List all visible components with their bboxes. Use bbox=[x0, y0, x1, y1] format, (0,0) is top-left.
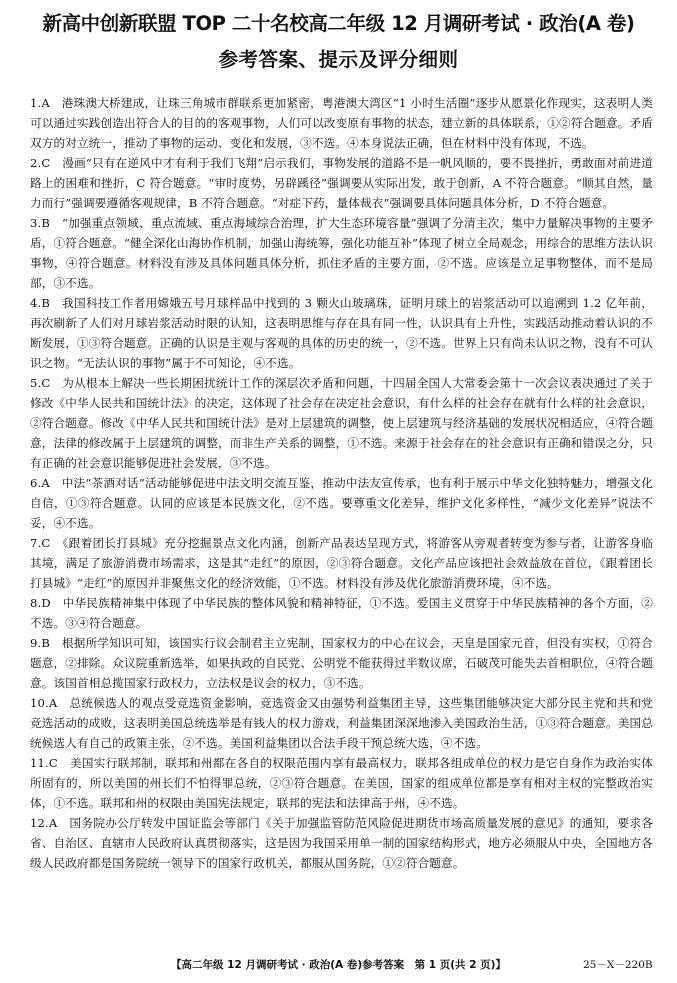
answer-item bbox=[30, 93, 653, 153]
answer-number: 2.C bbox=[30, 156, 51, 170]
answer-number: 4.B bbox=[30, 296, 51, 310]
answer-number: 5.C bbox=[30, 376, 51, 390]
answer-explanation: “加强重点领域、重点流域、重点海域综合治理，扩大生态环境容量”强调了分清主次，集中力量解决事物的主要矛盾，①符合题意。“健全深化山海协作机制，加强山海统筹，强化功能互补”体现了树立全局观念，用综合的思维方法认识事物，④符合题意。材料没有涉及具体问题具体分析，抓住矛盾的主要方面，②不选。应该是立足事物整体，而不是局部，③不选。 bbox=[30, 216, 653, 290]
answer-number: 9.B bbox=[30, 636, 51, 650]
answer-explanation: 美国实行联邦制，联邦和州都在各自的权限范围内享有最高权力，联邦各组成单位的权力是它自身作为政治实体所固有的，所以美国的州长们不怕得罪总统，②③符合题意。在美国，国家的组成单位都是享有相对主权的完整政治实体，①不选。联邦和州的权限由美国宪法规定，联邦的宪法和法律高于州，④不选。 bbox=[30, 756, 653, 810]
answer-number: 11.C bbox=[30, 756, 58, 770]
answer-explanation: 《跟着团长打县城》充分挖掘景点文化内涵，创新产品表达呈现方式，将游客从旁观者转变为参与者，让游客身临其境，满足了旅游消费市场需求，这是其“走红”的原因，②③符合题意。文化产品应该把社会效益放在首位，《跟着团长打县城》“走红”的原因并非聚焦文化的经济效能，①不选。材料没有涉及优化旅游消费环境，④不选。 bbox=[30, 536, 653, 590]
answer-item bbox=[30, 213, 653, 293]
document-title: 新高中创新联盟 TOP 二十名校高二年级 12 月调研考试 · 政治(A 卷) bbox=[42, 12, 635, 35]
answer-item bbox=[30, 153, 653, 213]
answer-number: 8.D bbox=[30, 596, 51, 610]
answer-item bbox=[30, 593, 653, 633]
answer-number: 12.A bbox=[30, 816, 58, 830]
answer-item bbox=[30, 373, 653, 473]
answer-explanation: 根据所学知识可知，该国实行议会制君主立宪制，国家权力的中心在议会，天皇是国家元首，但没有实权，①符合题意，②排除。众议院重新选举，如果执政的自民党、公明党不能获得过半数议席，石破茂可能失去首相职位，④符合题意。该国首相总揽国家行政权力，立法权是议会的权力，③不选。 bbox=[30, 636, 653, 690]
answer-explanation: 港珠澳大桥建成，让珠三角城市群联系更加紧密，粤港澳大湾区“1 小时生活圈”逐步从愿景化作现实，这表明人类可以通过实践创造出符合人的目的的客观事物，人们可以改变原有事物的状态，建立新的具体联系，①②符合题意。矛盾双方的对立统一，推动了事物的运动、变化和发展，③不选。④本身说法正确，但在材料中没有体现，不选。 bbox=[30, 96, 653, 150]
answer-list bbox=[30, 93, 653, 873]
footer-code: 25－X－220B bbox=[583, 959, 653, 971]
footer-label: 【高二年级 12 月调研考试 · 政治(A 卷)参考答案 第 1 页(共 2 页)】 bbox=[171, 959, 506, 971]
answer-explanation: 为从根本上解决一些长期困扰统计工作的深层次矛盾和问题，十四届全国人大常委会第十一次会议表决通过了关于修改《中华人民共和国统计法》的决定，这体现了社会存在决定社会意识，有什么样的社会存在就有什么样的社会意识，②符合题意。修改《中华人民共和国统计法》是对上层建筑的调整，使上层建筑与经济基础的发展状况相适应，④符合题意，法律的修改属于上层建筑的调整，而非生产关系的调整，①不选。来源于社会存在的社会意识有正确和错误之分，只有正确的社会意识能够促进社会发展，③不选。 bbox=[30, 376, 653, 470]
answer-number: 7.C bbox=[30, 536, 51, 550]
answer-number: 10.A bbox=[30, 696, 58, 710]
answer-item bbox=[30, 813, 653, 873]
answer-item bbox=[30, 293, 653, 373]
answer-number: 3.B bbox=[30, 216, 51, 230]
answer-explanation: 我国科技工作者用嫦娥五号月球样品中找到的 3 颗火山玻璃珠，证明月球上的岩浆活动可以追溯到 1.2 亿年前，再次刷新了人们对月球岩浆活动时限的认知，这表明思维与存在具有同一性，认识具有上升性，实践活动推动着认识的不断发展，①③符合题意。正确的认识是主观与客观的具体的历史的统一，②不选。世界上只有尚未认识之物，没有不可认识之物。“无法认识的事物”属于不可知论，④不选。 bbox=[30, 296, 653, 370]
answer-item bbox=[30, 473, 653, 533]
answer-item bbox=[30, 533, 653, 593]
answer-number: 6.A bbox=[30, 476, 50, 490]
answer-explanation: 漫画“只有在逆风中才有利于我们飞翔”启示我们，事物发展的道路不是一帆风顺的，要不畏挫折，勇敢面对前进道路上的困难和挫折，C 符合题意。“审时度势，另辟蹊径”强调要从实际出发，敢于创新，A 不符合题意。“顺其自然，量力而行”强调要遵循客观规律，B 不符合题意。“对症下药，量体裁衣”强调要具体问题具体分析，D 不符合题意。 bbox=[30, 156, 653, 210]
answer-explanation: 中法“茶酒对话”活动能够促进中法文明交流互鉴，推动中法友宣传承，也有利于展示中华文化独特魅力，增强文化自信，①③符合题意。认同的应该是本民族文化，②不选。要尊重文化差异，维护文化多样性，“减少文化差异”说法不妥，④不选。 bbox=[30, 476, 653, 530]
answer-item bbox=[30, 633, 653, 693]
answer-item bbox=[30, 693, 653, 753]
answer-explanation: 中华民族精神集中体现了中华民族的整体风貌和精神特征，①不选。爱国主义贯穿于中华民族精神的各个方面，②不选。③④符合题意。 bbox=[30, 596, 653, 630]
document-subtitle: 参考答案、提示及评分细则 bbox=[218, 48, 459, 71]
answer-explanation: 总统候选人的观点受竞选资金影响，竞选资金又由强势利益集团主导，这些集团能够决定大部分民主党和共和党竞选活动的成败，这表明美国总统选举是有钱人的权力游戏，利益集团深深地渗入美国政治生活，①③符合题意。美国总统候选人有自己的政策主张，②不选。美国利益集团以合法手段干预总统大选，④不选。 bbox=[30, 696, 654, 750]
answer-item bbox=[30, 753, 653, 813]
answer-explanation: 国务院办公厅转发中国证监会等部门《关于加强监管防范风险促进期货市场高质量发展的意见》的通知，要求各省、自治区、直辖市人民政府认真贯彻落实，这是因为我国采用单一制的国家结构形式，地方必须服从中央，全国地方各级人民政府都是国务院统一领导下的国家行政机关，都服从国务院，①②符合题意。 bbox=[30, 816, 654, 870]
answer-number: 1.A bbox=[30, 96, 50, 110]
